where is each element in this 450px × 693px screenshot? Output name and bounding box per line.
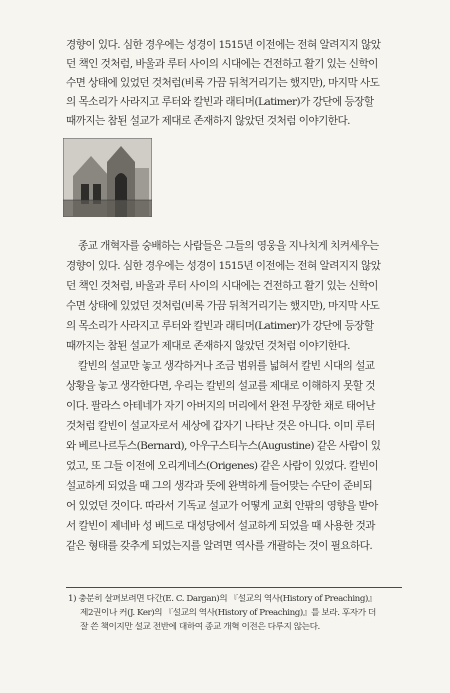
text-line: 이다. 팔라스 아테네가 자기 아버지의 머리에서 완전 무장한 채로 태어난 bbox=[66, 400, 375, 412]
text-line: 던 책인 것처럼, 바울과 루터 사이의 시대에는 건전하고 활기 있는 신학이 bbox=[66, 58, 378, 70]
text-line: 설교하게 되었을 때 그의 생각과 뜻에 완벽하게 들어맞는 수단이 준비되 bbox=[66, 480, 373, 492]
text-line: 수면 상태에 있었던 것처럼(비록 가끔 뒤척거리기는 했지만), 마지막 사도 bbox=[66, 77, 380, 89]
footnote-line: 잘 쓴 책이지만 설교 전반에 대하여 종교 개혁 이전은 다루지 않는다. bbox=[80, 622, 320, 632]
cathedral-photo bbox=[63, 138, 152, 217]
text-line: 어 있었던 것이다. 따라서 기독교 설교가 어떻게 교회 안팎의 영향을 받아 bbox=[66, 500, 378, 512]
footnote-divider bbox=[66, 587, 402, 588]
text-line: 때까지는 참된 설교가 제대로 존재하지 않았던 것처럼 이야기한다. bbox=[66, 115, 350, 127]
text-line: 수면 상태에 있었던 것처럼(비록 가끔 뒤척거리기는 했지만), 마지막 사도 bbox=[66, 300, 380, 312]
text-line: 때까지는 참된 설교가 제대로 존재하지 않았던 것처럼 이야기한다. bbox=[66, 340, 350, 352]
text-line: 와 베르나르두스(Bernard), 아우구스티누스(Augustine) 같은 사람이 있 bbox=[66, 440, 381, 452]
text-line: 경향이 있다. 심한 경우에는 성경이 1515년 이전에는 전혀 알려지지 않았 bbox=[66, 260, 381, 272]
text-line: 던 책인 것처럼, 바울과 루터 사이의 시대에는 건전하고 활기 있는 신학이 bbox=[66, 280, 378, 292]
footnote-line: 제2권이나 커(J. Ker)의 『설교의 역사(History of Preaching)』를 보라. 후자가 더 bbox=[80, 608, 376, 618]
text-line: 경향이 있다. 심한 경우에는 성경이 1515년 이전에는 전혀 알려지지 않았 bbox=[66, 39, 381, 51]
text-line: 칼빈의 설교만 놓고 생각하거나 조금 범위를 넓혀서 칼빈 시대의 설교 bbox=[78, 360, 375, 372]
text-line: 의 목소리가 사라지고 루터와 칼빈과 래티머(Latimer)가 강단에 등장할 bbox=[66, 320, 374, 332]
text-line: 었고, 또 그들 이전에 오리게네스(Origenes) 같은 사람이 있었다. 칼빈이 bbox=[66, 460, 379, 472]
text-line: 같은 형태를 갖추게 되었는지를 알려면 역사를 개괄하는 것이 필요하다. bbox=[66, 540, 373, 552]
text-line: 종교 개혁자를 숭배하는 사람들은 그들의 영웅을 지나치게 치켜세우는 bbox=[78, 240, 379, 252]
text-line: 의 목소리가 사라지고 루터와 칼빈과 래티머(Latimer)가 강단에 등장할 bbox=[66, 96, 374, 108]
text-line: 상황을 놓고 생각한다면, 우리는 칼빈의 설교를 제대로 이해하지 못할 것 bbox=[66, 380, 375, 392]
footnote-line: 1) 충분히 살펴보려면 다간(E. C. Dargan)의 『설교의 역사(History of Preaching)』 bbox=[68, 594, 377, 604]
text-line: 것처럼 칼빈이 설교자로서 세상에 갑자기 나타난 것은 아니다. 이미 루터 bbox=[66, 420, 375, 432]
text-line: 서 칼빈이 제네바 성 베드로 대성당에서 설교하게 되었을 때 사용한 것과 bbox=[66, 520, 375, 532]
